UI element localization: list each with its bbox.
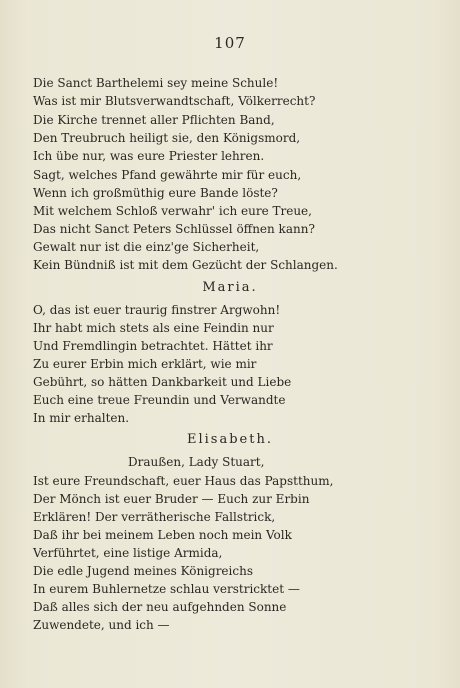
verse-line: Mit welchem Schloß verwahr' ich eure Treue,	[33, 204, 312, 218]
verse-line: Gewalt nur ist die einz'ge Sicherheit,	[33, 240, 260, 254]
speaker-heading: Maria.	[202, 280, 258, 295]
verse-line: Ich übe nur, was eure Priester lehren.	[33, 149, 265, 163]
verse-line: In mir erhalten.	[33, 411, 130, 425]
verse-line: O, das ist euer traurig finstrer Argwohn!	[33, 303, 281, 317]
speaker-heading: Elisabeth.	[187, 432, 273, 447]
verse-line: Verführtet, eine listige Armida,	[33, 546, 223, 560]
verse-line: Euch eine treue Freundin und Verwandte	[33, 393, 286, 407]
verse-line: Das nicht Sanct Peters Schlüssel öffnen kann?	[33, 222, 315, 236]
verse-line: Die Sanct Barthelemi sey meine Schule!	[33, 76, 279, 90]
verse-line: Daß alles sich der neu aufgehnden Sonne	[33, 600, 287, 614]
verse-line: Daß ihr bei meinem Leben noch mein Volk	[33, 528, 292, 542]
verse-line: Ihr habt mich stets als eine Feindin nur	[33, 321, 274, 335]
verse-line: Zuwendete, und ich —	[33, 618, 170, 632]
verse-line: Die Kirche trennet aller Pflichten Band,	[33, 113, 275, 127]
verse-line: In eurem Buhlernetze schlau verstricktet —	[33, 582, 300, 596]
verse-line: Gebührt, so hätten Dankbarkeit und Liebe	[33, 375, 292, 389]
verse-line: Wenn ich großmüthig eure Bande löste?	[33, 186, 278, 200]
verse-line: Sagt, welches Pfand gewährte mir für euch,	[33, 168, 302, 182]
verse-line: Was ist mir Blutsverwandtschaft, Völkerrecht?	[33, 94, 316, 108]
verse-line: Ist eure Freundschaft, euer Haus das Papstthum,	[33, 474, 334, 488]
verse-line: Erklären! Der verrätherische Fallstrick,	[33, 510, 276, 524]
verse-line: Draußen, Lady Stuart,	[128, 455, 265, 469]
page-number: 107	[214, 34, 246, 52]
verse-line: Kein Bündniß ist mit dem Gezücht der Schlangen.	[33, 258, 338, 272]
verse-line: Und Fremdlingin betrachtet. Hättet ihr	[33, 339, 273, 353]
verse-line: Zu eurer Erbin mich erklärt, wie mir	[33, 357, 257, 371]
verse-line: Die edle Jugend meines Königreichs	[33, 564, 253, 578]
verse-line: Den Treubruch heiligt sie, den Königsmord,	[33, 131, 301, 145]
verse-line: Der Mönch ist euer Bruder — Euch zur Erbin	[33, 492, 310, 506]
